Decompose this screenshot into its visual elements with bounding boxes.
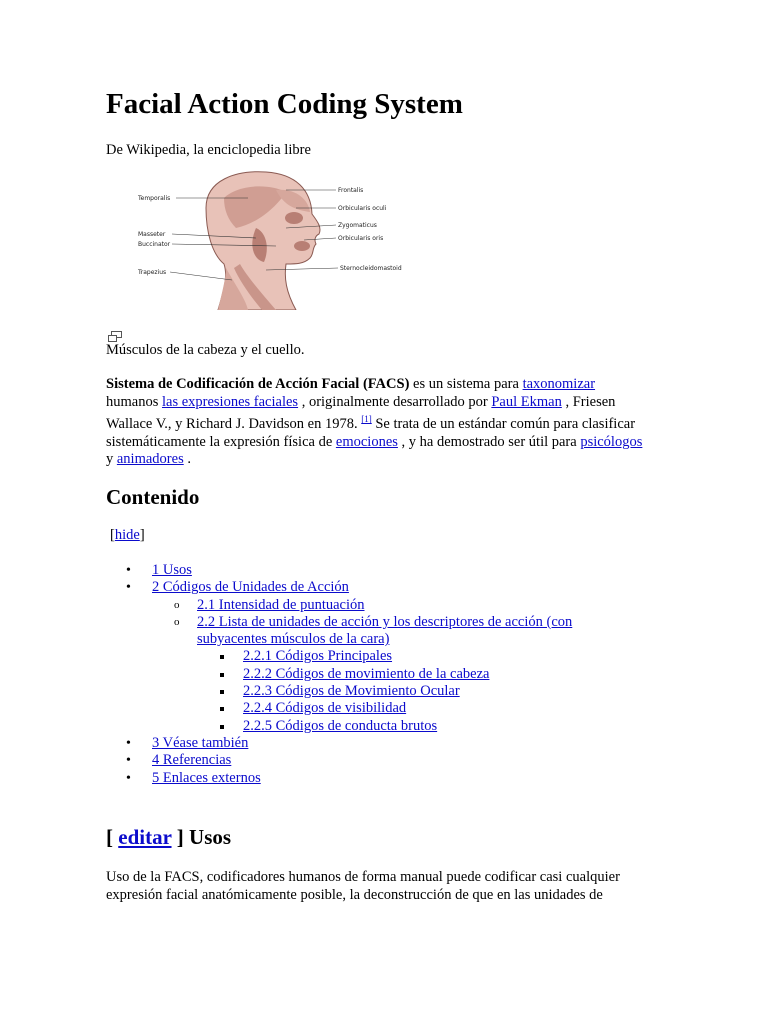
- toc-link-referencias[interactable]: 4 Referencias: [152, 752, 232, 769]
- bracket: [: [106, 825, 119, 849]
- toc-link-enlaces[interactable]: 5 Enlaces externos: [152, 769, 261, 786]
- toc-toggle: [110, 527, 145, 544]
- label-frontalis: Frontalis: [338, 187, 364, 194]
- usos-heading-text: ] Usos: [171, 825, 232, 849]
- contents-heading: Contenido: [106, 485, 200, 509]
- link-emociones[interactable]: emociones: [335, 433, 398, 450]
- table-of-contents: [106, 562, 666, 787]
- toc-link-vease[interactable]: 3 Véase también: [152, 734, 249, 751]
- intro-text: , Friesen Wallace V., y Richard J. Davidson en 1978.: [106, 393, 616, 432]
- intro-text: es un sistema para: [409, 376, 523, 392]
- usos-heading: [106, 825, 231, 850]
- toc-link-cabeza[interactable]: 2.2.2 Códigos de movimiento de la cabeza: [243, 665, 490, 682]
- usos-paragraph: Uso de la FACS, codificadores humanos de forma manual puede codificar casi cualquier expresión facial anatómicamente posible, la deconstrucción de que en las unidades de: [106, 869, 620, 903]
- toc-link-visibilidad[interactable]: 2.2.4 Códigos de visibilidad: [243, 700, 407, 717]
- toc-item: [152, 597, 666, 614]
- toc-sublist: [152, 597, 666, 735]
- tagline: De Wikipedia, la enciclopedia libre: [106, 142, 311, 158]
- intro-text: .: [183, 451, 191, 467]
- label-temporalis: Temporalis: [138, 195, 171, 202]
- toc-item: [152, 614, 666, 735]
- intro-bold-term: Sistema de Codificación de Acción Facial (FACS): [106, 376, 410, 392]
- intro-text: humanos: [106, 393, 162, 410]
- toc-item: [106, 752, 666, 769]
- toc-item: [197, 718, 666, 735]
- toc-sublist: [197, 648, 666, 734]
- intro-text: Se trata de un estándar común para clasificar sistemáticamente la expresión física de: [106, 416, 636, 450]
- toc-item: [197, 648, 666, 665]
- toc-item: [106, 579, 666, 735]
- label-zygomaticus: Zygomaticus: [338, 222, 377, 229]
- edit-section-link[interactable]: editar: [118, 825, 172, 849]
- toc-link-usos[interactable]: 1 Usos: [152, 562, 192, 578]
- link-animadores[interactable]: animadores: [116, 451, 184, 467]
- label-sternocleidomastoid: Sternocleidomastoid: [340, 265, 402, 272]
- toc-item: [197, 666, 666, 683]
- label-trapezius: Trapezius: [138, 269, 167, 276]
- toc-item: [106, 735, 666, 752]
- label-orbicularis-oculi: Orbicularis oculi: [338, 205, 387, 212]
- toc-item: [197, 700, 666, 717]
- intro-text: , originalmente desarrollado por: [298, 393, 492, 410]
- hide-toc-link[interactable]: hide: [114, 527, 140, 543]
- orbicularis-oris-muscle: [294, 241, 310, 251]
- reference-link[interactable]: [1]: [361, 414, 372, 424]
- toc-link-principales[interactable]: 2.2.1 Códigos Principales: [243, 648, 393, 665]
- label-buccinator: Buccinator: [138, 241, 171, 248]
- link-psicologos[interactable]: psicólogos: [580, 433, 643, 450]
- enlarge-icon[interactable]: [108, 331, 122, 342]
- link-taxonomizar[interactable]: taxonomizar: [522, 376, 596, 392]
- toc-link-conducta[interactable]: 2.2.5 Códigos de conducta brutos: [243, 717, 438, 734]
- bracket: ]: [139, 527, 145, 543]
- anatomy-figure[interactable]: [136, 168, 416, 310]
- head-muscles-illustration: [136, 168, 416, 310]
- label-orbicularis-oris: Orbicularis oris: [338, 235, 384, 242]
- link-paul-ekman[interactable]: Paul Ekman: [491, 393, 562, 410]
- orbicularis-oculi-muscle: [285, 212, 303, 224]
- toc-link-ocular[interactable]: 2.2.3 Códigos de Movimiento Ocular: [243, 683, 460, 700]
- page-title: Facial Action Coding System: [106, 88, 463, 120]
- toc-item: [106, 770, 666, 787]
- link-expresiones-faciales[interactable]: las expresiones faciales: [161, 393, 299, 410]
- intro-text: y: [106, 451, 117, 467]
- intro-paragraph: [106, 376, 646, 469]
- toc-link-intensidad[interactable]: 2.1 Intensidad de puntuación: [197, 596, 365, 613]
- toc-item: [197, 683, 666, 700]
- toc-link-codigos[interactable]: 2 Códigos de Unidades de Acción: [152, 579, 349, 596]
- intro-text: , y ha demostrado ser útil para: [397, 433, 581, 450]
- toc-item: [106, 562, 666, 579]
- label-masseter: Masseter: [138, 231, 166, 238]
- figure-caption: Músculos de la cabeza y el cuello.: [106, 342, 305, 358]
- bracket: [: [110, 527, 115, 543]
- toc-link-lista[interactable]: 2.2 Lista de unidades de acción y los descriptores de acción (con subyacentes músculos de la cara): [197, 613, 573, 648]
